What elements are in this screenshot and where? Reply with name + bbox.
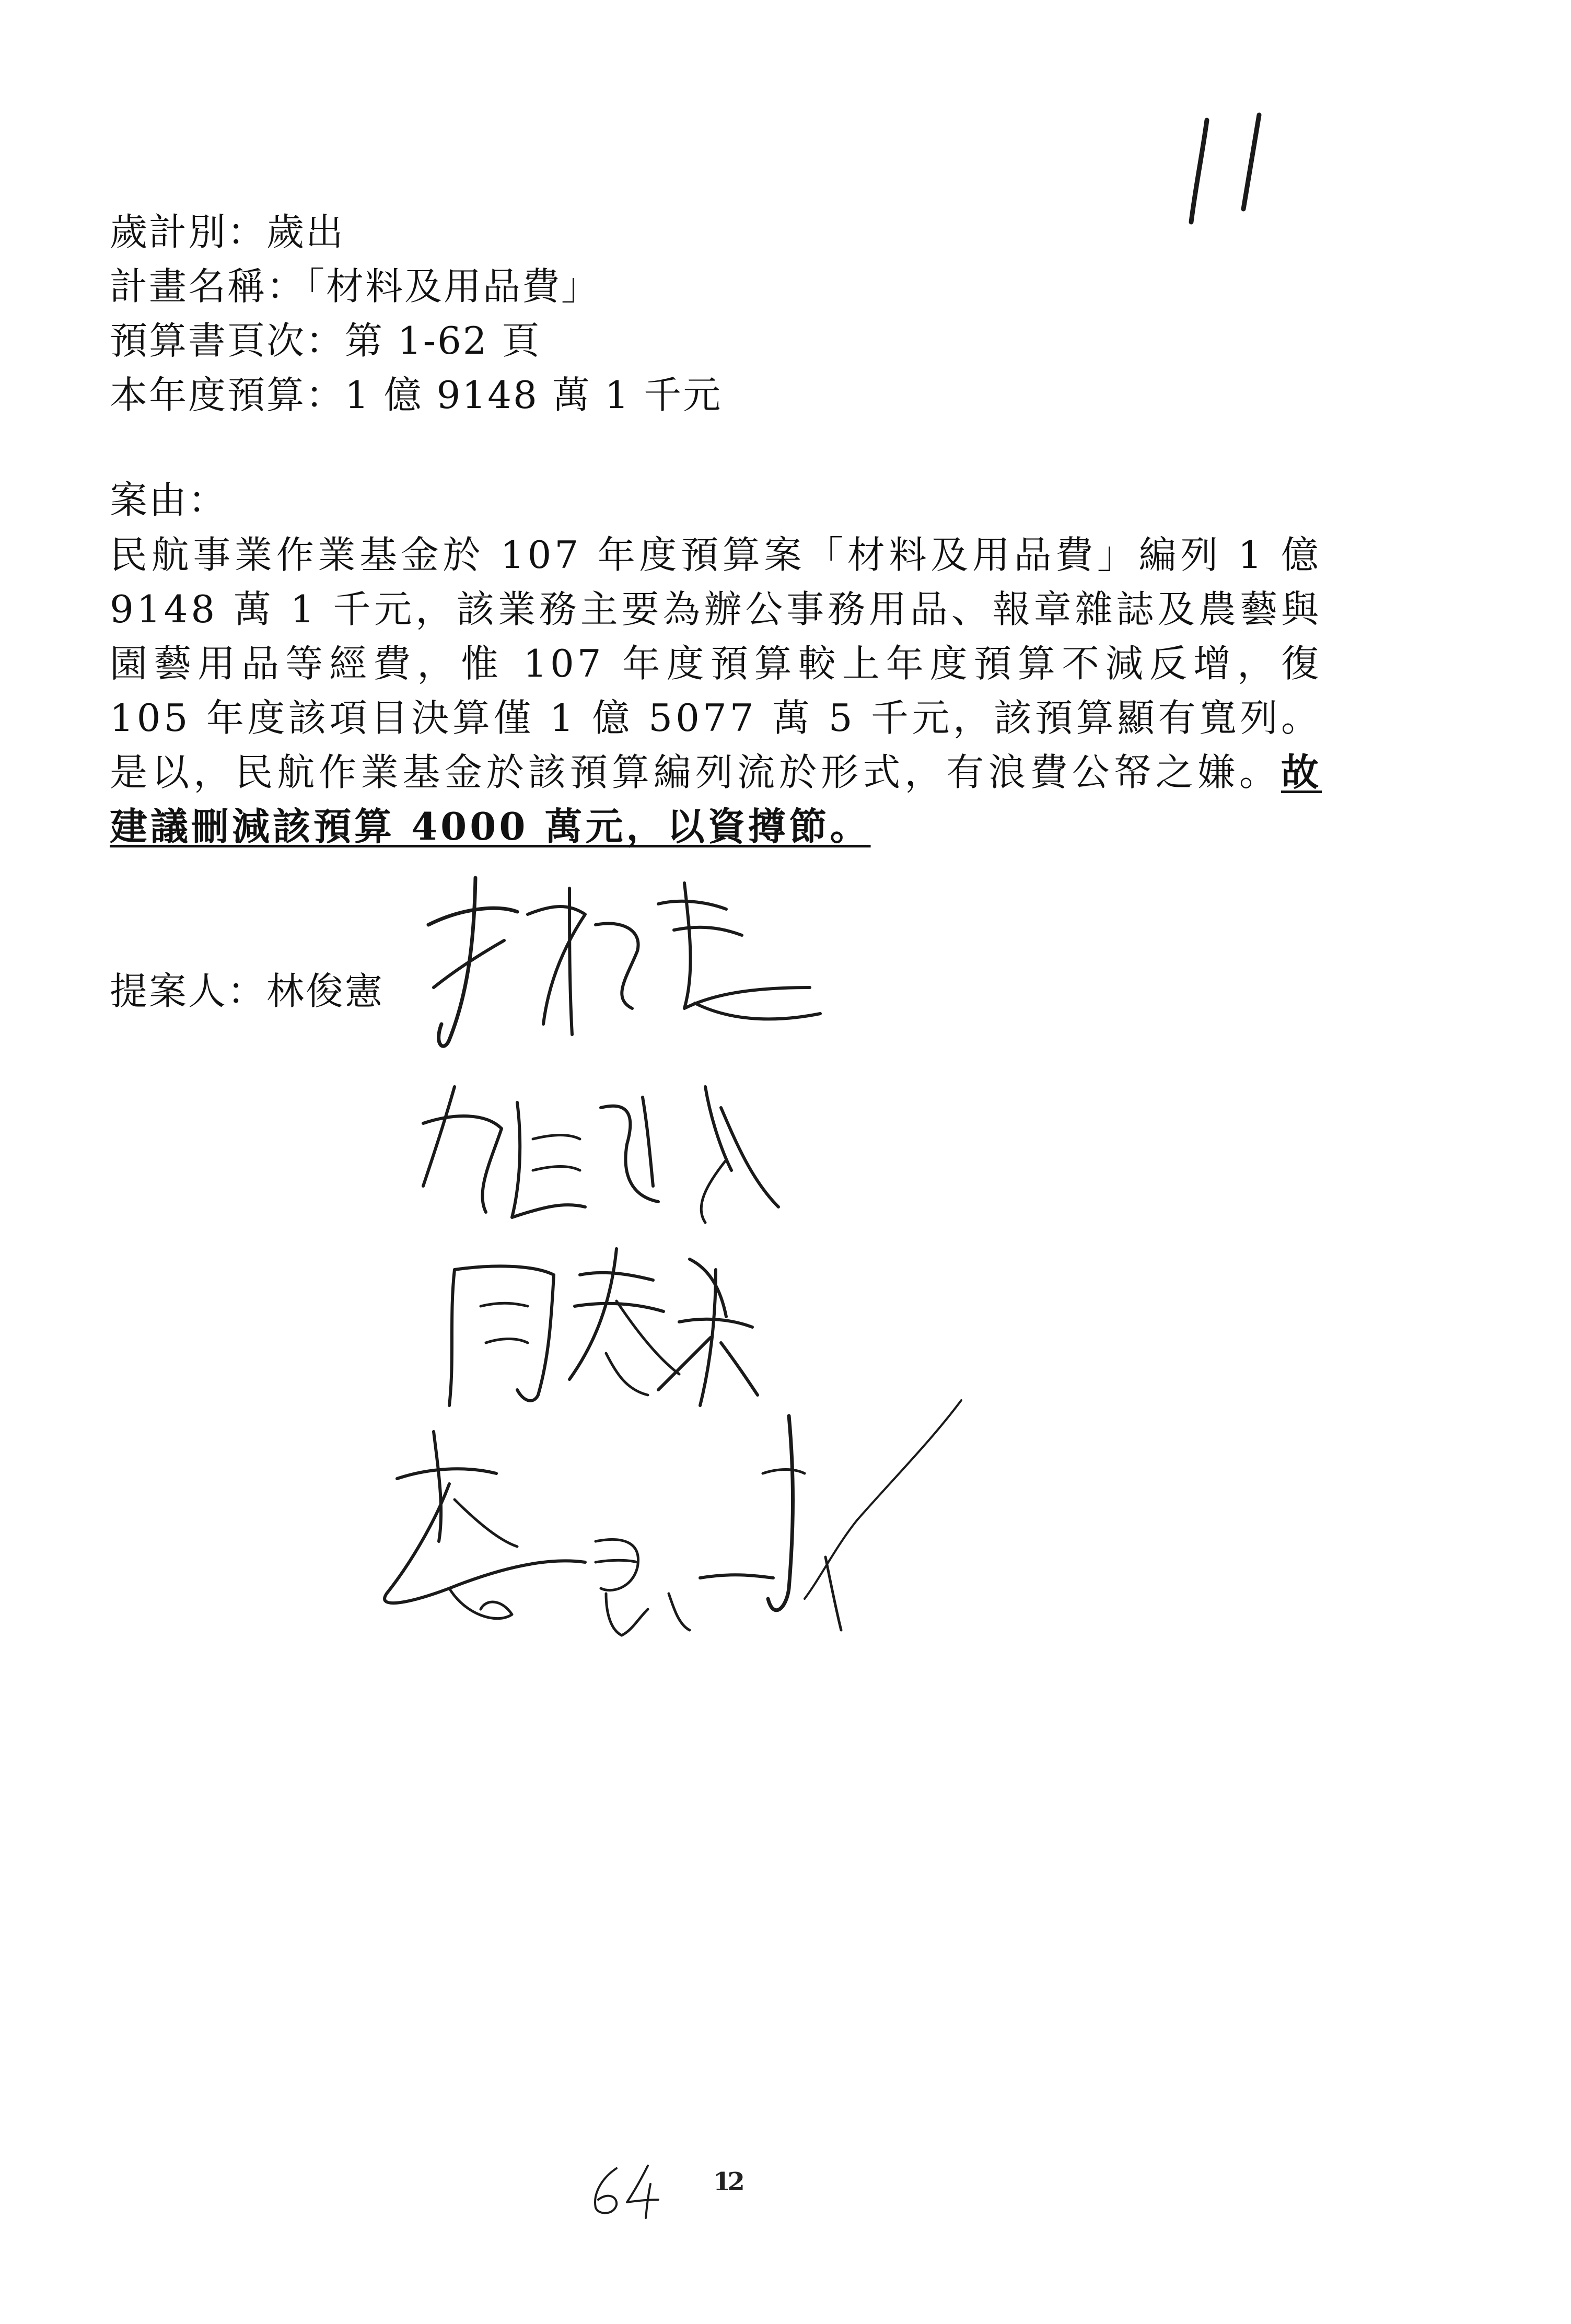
printed-page-number: 12 [713, 2167, 742, 2197]
signature-4 [376, 1369, 977, 1661]
proposer-name: 林俊憲 [266, 969, 385, 1013]
header-line-account-type: 歲計別：歲出 [110, 210, 345, 254]
page-footer [580, 2158, 789, 2221]
case-recommendation: 故建議刪減該預算 4000 萬元，以資撙節。 [110, 750, 1322, 849]
signature-1 [413, 867, 841, 1076]
budget-header [110, 205, 722, 422]
handwritten-page-number [580, 2158, 674, 2221]
signature-2 [413, 1066, 789, 1238]
case-body-text: 民航事業作業基金於 107 年度預算案「材料及用品費」編列 1 億 9148 萬 1 千元，該業務主要為辦公事務用品、報章雜誌及農藝與園藝用品等經費，惟 107 年度預算較上年度預算不減反增，復 105 年度該項目決算僅 1 億 5077 萬 5 千元，該預算顯有寬列。是以，民航作業基金於該預算編列流於形式，有浪費公帑之嫌。 [110, 533, 1322, 794]
case-label: 案由： [110, 478, 228, 522]
header-line-page-number: 預算書頁次：第 1-62 頁 [110, 319, 541, 363]
header-line-plan-name: 計畫名稱：「材料及用品費」 [110, 264, 601, 308]
header-line-budget-amount: 本年度預算：1 億 9148 萬 1 千元 [110, 373, 723, 417]
proposer-line [110, 964, 384, 1018]
case-body [110, 528, 1322, 854]
handwritten-number-11 [1170, 104, 1285, 235]
proposer-label: 提案人： [110, 969, 267, 1013]
